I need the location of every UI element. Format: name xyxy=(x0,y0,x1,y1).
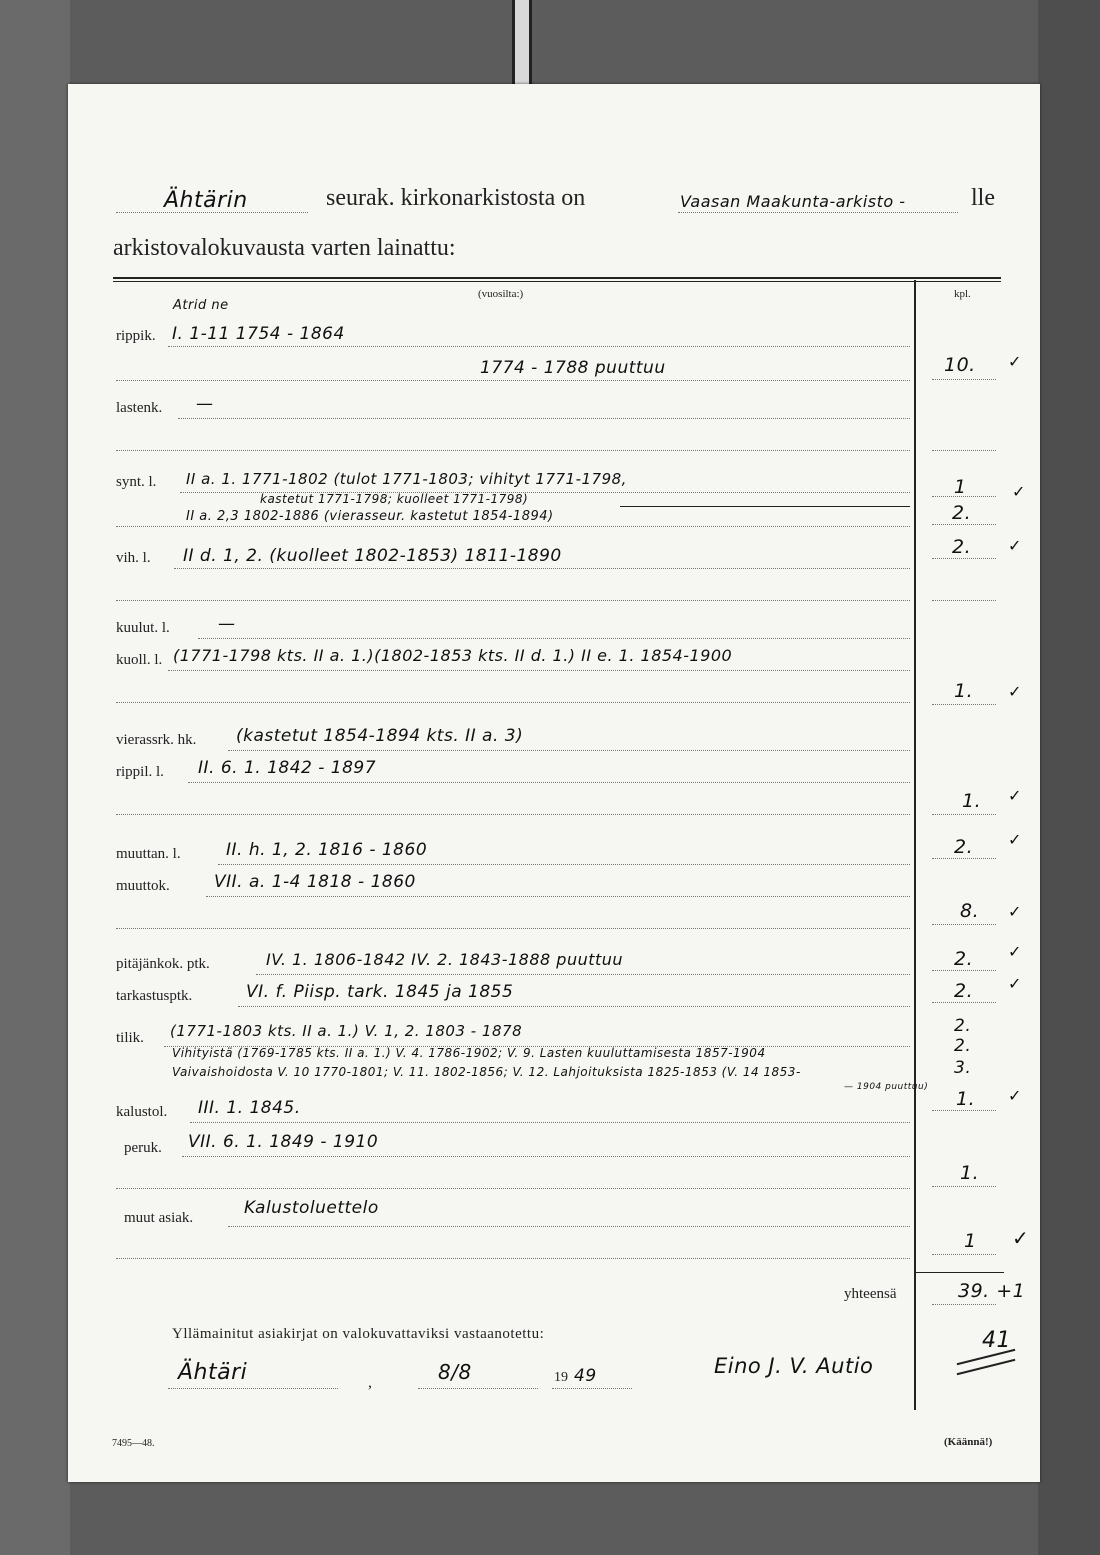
rippik-note: Atrid ne xyxy=(173,298,229,313)
rippil-entry: II. 6. 1. 1842 - 1897 xyxy=(198,758,377,778)
scan-border-left xyxy=(0,0,70,1555)
lastenk-entry: — xyxy=(196,394,214,414)
rippik-label: rippik. xyxy=(116,328,156,344)
kalustol-check-icon: ✓ xyxy=(1008,1086,1022,1105)
peruk-entry: VII. 6. 1. 1849 - 1910 xyxy=(188,1132,379,1152)
muuttan-count: 2. xyxy=(954,836,974,858)
header-line2: arkistovalokuvausta varten lainattu: xyxy=(113,235,456,261)
receipt-year-prefix: 19 xyxy=(554,1370,568,1385)
form-number: 7495—48. xyxy=(112,1438,155,1449)
tarkastusptk-check-icon: ✓ xyxy=(1008,974,1022,993)
pitajankok-check-icon: ✓ xyxy=(1008,942,1022,961)
vih-label: vih. l. xyxy=(116,550,151,566)
scan-border-right xyxy=(1038,0,1100,1555)
pitajankok-count: 2. xyxy=(954,948,974,970)
count-column-header: kpl. xyxy=(954,288,971,300)
receipt-place: Ähtäri xyxy=(178,1360,248,1385)
kalustol-count: 1. xyxy=(956,1088,976,1110)
peruk-label: peruk. xyxy=(124,1140,162,1156)
received-statement: Yllämainitut asiakirjat on valokuvattaviksi vastaanotettu: xyxy=(172,1326,545,1342)
vih-count: 2. xyxy=(952,536,972,558)
parish-name: Ähtärin xyxy=(164,188,248,213)
vierassrk-entry: (kastetut 1854-1894 kts. II a. 3) xyxy=(236,726,524,746)
tarkastusptk-count: 2. xyxy=(954,980,974,1002)
synt-label: synt. l. xyxy=(116,474,157,490)
tarkastusptk-label: tarkastusptk. xyxy=(116,988,193,1004)
rippil-check-icon: ✓ xyxy=(1008,786,1022,805)
lastenk-label: lastenk. xyxy=(116,400,163,416)
muuttok-count: 8. xyxy=(960,900,980,922)
tilik-entry-4: — 1904 puuttuu) xyxy=(844,1082,929,1092)
rippil-count: 1. xyxy=(962,790,982,812)
kuoll-check-icon: ✓ xyxy=(1008,682,1022,701)
muut-check-icon: ✓ xyxy=(1012,1226,1030,1250)
muuttan-check-icon: ✓ xyxy=(1008,830,1022,849)
tilik-entry-1: (1771-1803 kts. II a. 1.) V. 1, 2. 1803 - 1878 xyxy=(170,1022,523,1040)
synt-entry-2: kastetut 1771-1798; kuolleet 1771-1798) xyxy=(260,492,529,506)
tilik-label: tilik. xyxy=(116,1030,144,1046)
muuttan-label: muuttan. l. xyxy=(116,846,181,862)
vierassrk-label: vierassrk. hk. xyxy=(116,732,197,748)
tilik-count-3: 3. xyxy=(954,1058,972,1078)
muuttan-entry: II. h. 1, 2. 1816 - 1860 xyxy=(226,840,428,860)
kalustol-entry: III. 1. 1845. xyxy=(198,1098,301,1118)
pitajankok-entry: IV. 1. 1806-1842 IV. 2. 1843-1888 puuttuu xyxy=(266,950,624,969)
tilik-count-2: 2. xyxy=(954,1036,972,1056)
rippik-entry: I. 1-11 1754 - 1864 xyxy=(172,324,345,344)
synt-entry-3: II a. 2,3 1802-1886 (vierasseur. kastetut 1854-1894) xyxy=(186,509,554,524)
tilik-entry-2: Vihityistä (1769-1785 kts. II a. 1.) V. 4. 1786-1902; V. 9. Lasten kuuluttamisesta 1857-1904 xyxy=(172,1046,766,1060)
receipt-date: 8/8 xyxy=(438,1360,472,1384)
kuulut-label: kuulut. l. xyxy=(116,620,170,636)
tarkastusptk-entry: VI. f. Piisp. tark. 1845 ja 1855 xyxy=(246,982,514,1002)
total-label: yhteensä xyxy=(844,1286,897,1302)
muut-label: muut asiak. xyxy=(124,1210,194,1226)
grand-total: 41 xyxy=(982,1328,1011,1353)
peruk-count: 1. xyxy=(960,1162,980,1184)
binding-clip xyxy=(512,0,532,90)
vih-check-icon: ✓ xyxy=(1008,536,1022,555)
count-column-rule xyxy=(914,280,916,1410)
tilik-entry-3: Vaivaishoidosta V. 10 1770-1801; V. 11. 1802-1856; V. 12. Lahjoituksista 1825-1853 (V. 14 1853- xyxy=(172,1065,801,1079)
muuttok-label: muuttok. xyxy=(116,878,170,894)
tilik-count-1: 2. xyxy=(954,1016,972,1036)
turn-over-note: (Käännä!) xyxy=(944,1436,993,1448)
vih-entry: II d. 1, 2. (kuolleet 1802-1853) 1811-1890 xyxy=(183,546,562,566)
kuulut-entry: — xyxy=(218,614,236,634)
synt-entry-1: II a. 1. 1771-1802 (tulot 1771-1803; vihityt 1771-1798, xyxy=(186,470,627,488)
rippik-check-icon: ✓ xyxy=(1008,352,1022,371)
synt-check-icon: ✓ xyxy=(1012,482,1026,501)
recipient-archive: Vaasan Maakunta-arkisto - xyxy=(680,192,906,211)
form-sheet: Ähtärin seurak. kirkonarkistosta on Vaasan Maakunta-arkisto - lle arkistovalokuvausta varten lainattu: (vuosilta:) kpl. Atrid ne rippik. I. 1-11 1754 - 1864 1774 - 1788 puuttuu 10. ✓ lastenk. — synt. l. II a. 1. 1771-1802 (tulot 1771-1803; vihityt 1771-1798, kastetut 1771-1798; kuolleet 1771-1798) II a. 2,3 1802-1886 (vierasseur. kastetut 1854-1894) 1 2. ✓ vih. l. II d. 1, 2. (kuolleet 1802-1853) 1811-1890 2. ✓ kuulut. l. — kuoll. l. (1771-1798 kts. II a. 1.)(1802-1853 kts. II d. 1.) II e. 1. 1854-1900 1. ✓ vierassrk. hk. (kastetut 1854-1894 kts. II a. 3) rippil. l. II. 6. 1. 1842 - 1897 1. ✓ muuttan. l. II. h. 1, 2. 1816 - 1860 2. ✓ muuttok. VII. a. 1-4 1818 - 1860 8. ✓ pitäjänkok. ptk. IV. 1. 1806-1842 IV. 2. 1843-1888 puuttuu 2. ✓ tarkastusptk. VI. f. Piisp. tark. 1845 ja 1855 2. ✓ tilik. (1771-1803 kts. II a. 1.) V. 1, 2. 1803 - 1878 Vihityistä (1769-1785 kts. II a. 1.) V. 4. 1786-1902; V. 9. Lasten kuuluttamisesta 1857-1904 Vaivaishoidosta V. 10 1770-1801; V. 11. 1802-1856; V. 12. Lahjoituksista 1825-1853 (V. 14 1853- — 1904 puuttuu) 2. 2. 3. kalustol. III. 1. 1845. 1. ✓ peruk. VII. 6. 1. 1849 - 1910 1. muut asiak. Kalustoluettelo 1 ✓ yhteensä 39. +1 Yllämainitut asiakirjat on valokuvattaviksi vastaanotettu: Ähtäri , 8/8 19 49 Eino J. V. Autio 41 7495—48. (Käännä!) xyxy=(68,84,1040,1482)
kalustol-label: kalustol. xyxy=(116,1104,168,1120)
rippil-label: rippil. l. xyxy=(116,764,164,780)
muut-count: 1 xyxy=(964,1230,977,1252)
header-line1: seurak. kirkonarkistosta on xyxy=(326,185,586,211)
total-value: 39. +1 xyxy=(958,1280,1026,1302)
pitajankok-label: pitäjänkok. ptk. xyxy=(116,956,210,972)
kuoll-label: kuoll. l. xyxy=(116,652,163,668)
muut-entry: Kalustoluettelo xyxy=(244,1198,379,1218)
receiver-signature: Eino J. V. Autio xyxy=(714,1354,874,1378)
header-line1-suffix: lle xyxy=(971,185,995,211)
muuttok-check-icon: ✓ xyxy=(1008,902,1022,921)
receipt-year: 49 xyxy=(574,1366,597,1386)
muuttok-entry: VII. a. 1-4 1818 - 1860 xyxy=(214,872,416,892)
header-rule xyxy=(113,277,1001,279)
kuoll-entry: (1771-1798 kts. II a. 1.)(1802-1853 kts. II d. 1.) II e. 1. 1854-1900 xyxy=(173,646,733,665)
synt-count-2: 2. xyxy=(952,502,972,524)
rippik-count: 10. xyxy=(944,354,976,376)
rippik-missing: 1774 - 1788 puuttuu xyxy=(480,358,666,378)
years-column-header: (vuosilta:) xyxy=(478,288,524,300)
synt-count-1: 1 xyxy=(954,476,967,498)
kuoll-count: 1. xyxy=(954,680,974,702)
